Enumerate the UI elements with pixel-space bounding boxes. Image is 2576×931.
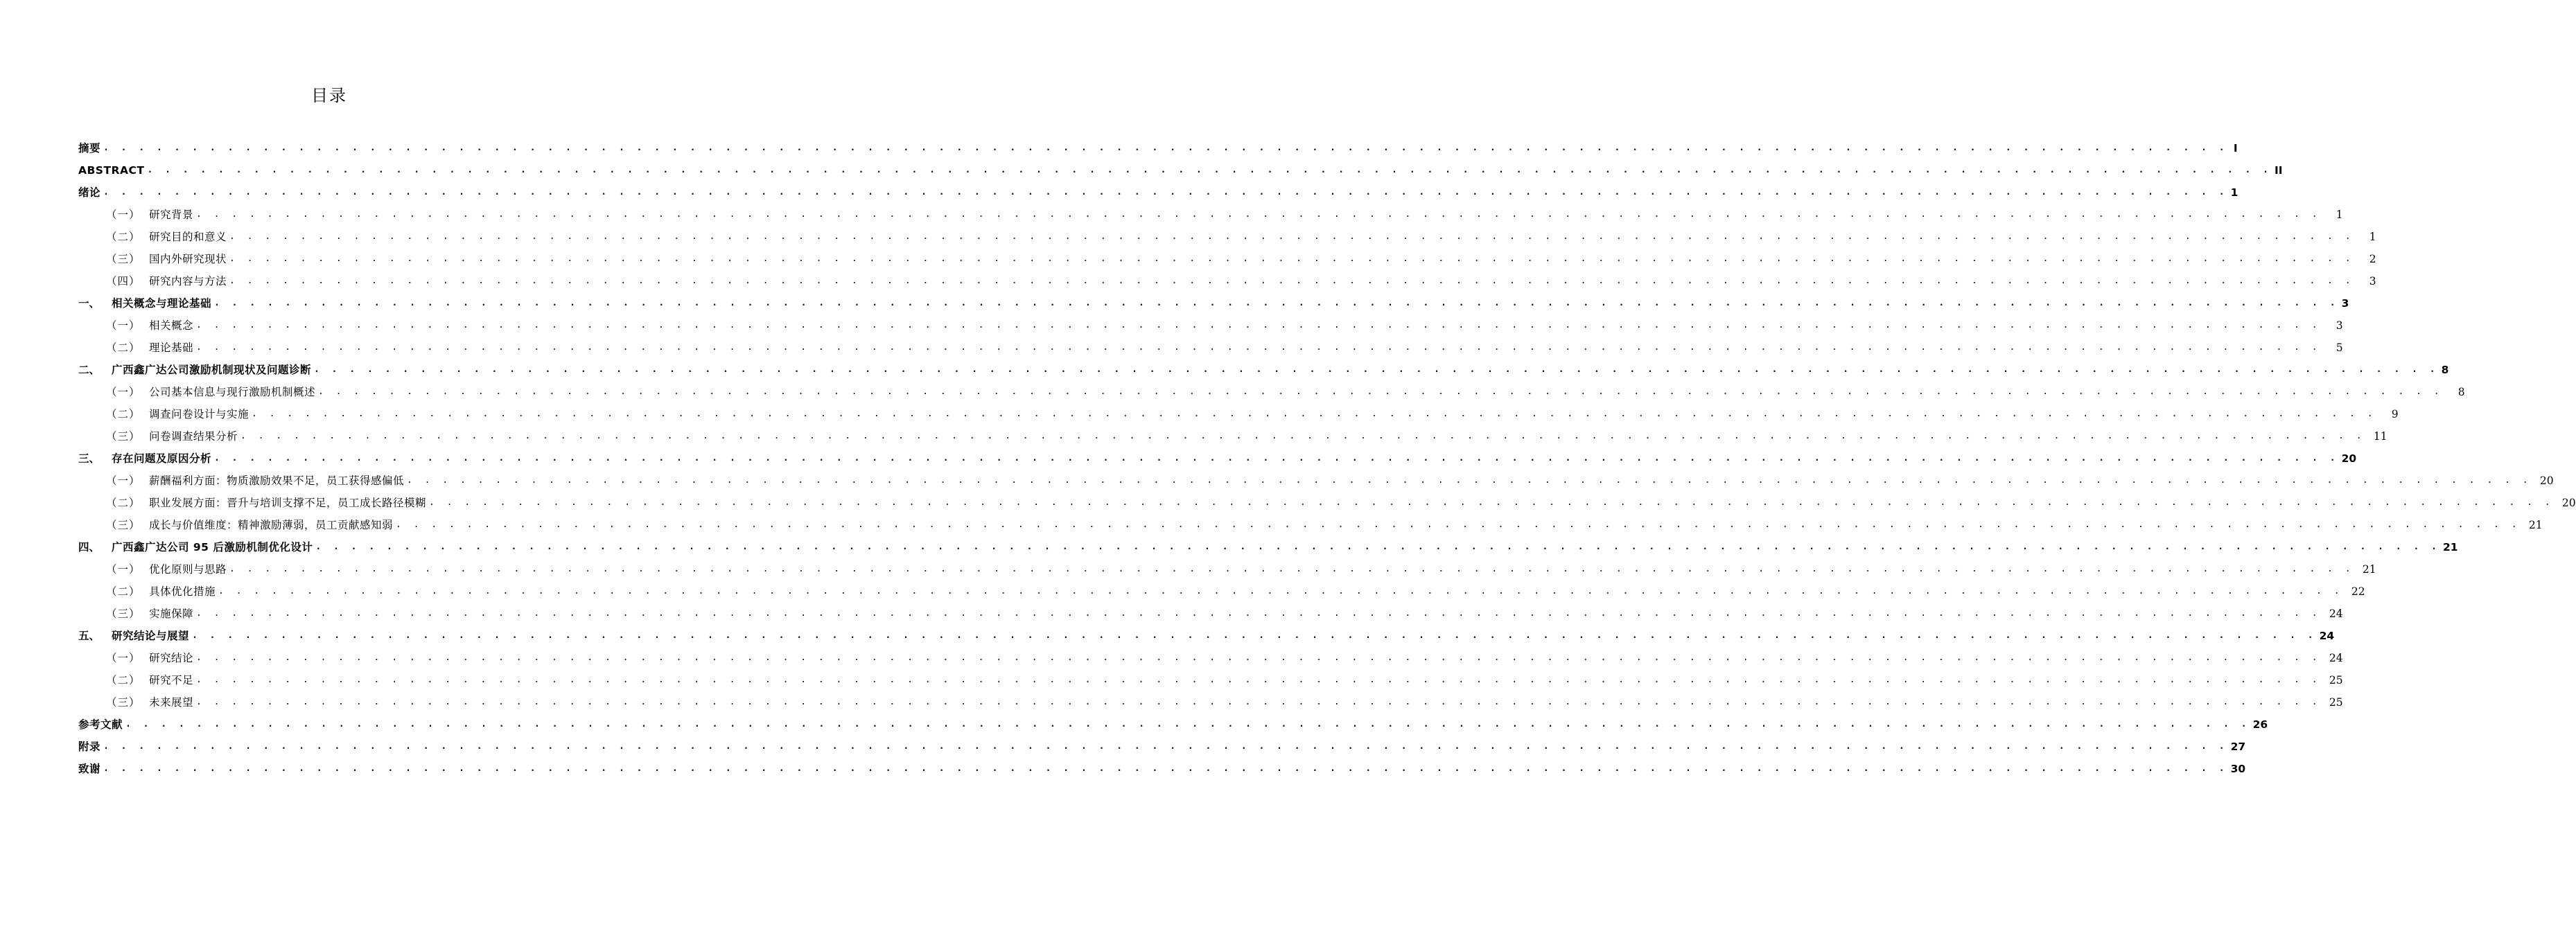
toc-entry-page-number: 25	[2329, 696, 2343, 709]
toc-entry-page-number: 22	[2351, 585, 2365, 598]
toc-dot-leader: . . . . . . . . . . . . . . . . . . . . . . . . . . . . . . . . . . . . . . . . . . . . . . . . . . . . . . . . . . . . . . . . . . . . . . . . . . . . . . . . . . . . . . . . . . . . . . . . . . . . . . . . . . . . . . . . . . . . . . . .	[103, 143, 2228, 153]
toc-entry-page-number: 24	[2329, 652, 2343, 664]
toc-chapter-entry[interactable]	[78, 625, 2335, 647]
toc-dot-leader: . . . . . . . . . . . . . . . . . . . . . . . . . . . . . . . . . . . . . . . . . . . . . . . . . . . . . . . . . . . . . . . . . . . . . . . . . . . . . . . . . . . . . . . . . . . . . . . . . . . . . . . . . . . . . . . . . . . . . . . .	[315, 542, 2440, 552]
toc-dot-leader: . . . . . . . . . . . . . . . . . . . . . . . . . . . . . . . . . . . . . . . . . . . . . . . . . . . . . . . . . . . . . . . . . . . . . . . . . . . . . . . . . . . . . . . . . . . . . . . . . . . . . . . . . . . . . . . . . . . . . . . .	[196, 697, 2321, 707]
toc-entry-number: （一）	[106, 652, 141, 664]
toc-entry-number: 三、	[78, 452, 100, 465]
toc-entry-label: 公司基本信息与现行激励机制概述	[149, 386, 316, 398]
toc-entry-number: （一）	[106, 319, 141, 332]
toc-entry-page-number: 21	[2442, 541, 2458, 553]
toc-entry-page-number: 3	[2336, 319, 2343, 332]
toc-entry-page-number: 1	[2369, 231, 2376, 243]
toc-entry-label: 成长与价值维度：精神激励薄弱，员工贡献感知弱	[149, 519, 394, 531]
toc-dot-leader: . . . . . . . . . . . . . . . . . . . . . . . . . . . . . . . . . . . . . . . . . . . . . . . . . . . . . . . . . . . . . . . . . . . . . . . . . . . . . . . . . . . . . . . . . . . . . . . . . . . . . . . . . . . . . . . . . . . . . . . .	[314, 364, 2439, 375]
toc-entry-label: 研究结论与展望	[112, 630, 190, 642]
toc-entry-label: ABSTRACT	[78, 164, 145, 177]
toc-chapter-entry[interactable]	[78, 137, 2238, 159]
toc-entry-number: （三）	[106, 696, 141, 709]
toc-entry-label: 致谢	[78, 763, 101, 775]
toc-entry-number: （二）	[106, 585, 141, 598]
toc-chapter-entry[interactable]	[78, 536, 2458, 558]
toc-entry-number: （二）	[106, 342, 141, 354]
toc-dot-leader: . . . . . . . . . . . . . . . . . . . . . . . . . . . . . . . . . . . . . . . . . . . . . . . . . . . . . . . . . . . . . . . . . . . . . . . . . . . . . . . . . . . . . . . . . . . . . . . . . . . . . . . . . . . . . . . . . . . . . . . .	[229, 276, 2354, 286]
toc-entry-label: 薪酬福利方面：物质激励效果不足，员工获得感偏低	[149, 475, 405, 487]
toc-entry-label: 研究内容与方法	[149, 275, 227, 287]
toc-entry-number: 五、	[78, 630, 100, 642]
toc-dot-leader: . . . . . . . . . . . . . . . . . . . . . . . . . . . . . . . . . . . . . . . . . . . . . . . . . . . . . . . . . . . . . . . . . . . . . . . . . . . . . . . . . . . . . . . . . . . . . . . . . . . . . . . . . . . . . . . . . . . . . . . .	[103, 187, 2228, 197]
toc-entry-label: 绪论	[78, 186, 101, 199]
toc-entry-page-number: 27	[2230, 741, 2246, 753]
toc-entry-page-number: 21	[2528, 519, 2543, 531]
toc-entry-page-number: 3	[2341, 297, 2349, 310]
toc-entry-label: 广西鑫广达公司激励机制现状及问题诊断	[112, 364, 312, 376]
toc-section-entry[interactable]	[78, 603, 2343, 625]
toc-entry-page-number: II	[2275, 164, 2283, 177]
toc-dot-leader: . . . . . . . . . . . . . . . . . . . . . . . . . . . . . . . . . . . . . . . . . . . . . . . . . . . . . . . . . . . . . . . . . . . . . . . . . . . . . . . . . . . . . . . . . . . . . . . . . . . . . . . . . . . . . . . . . . . . . . . .	[103, 741, 2228, 752]
toc-section-entry[interactable]	[78, 691, 2343, 713]
page-title: 目录	[311, 86, 347, 105]
toc-entry-number: （二）	[106, 231, 141, 243]
toc-entry-label: 存在问题及原因分析	[112, 452, 212, 465]
toc-entry-label: 问卷调查结果分析	[149, 430, 238, 443]
toc-chapter-entry[interactable]	[78, 292, 2349, 314]
toc-dot-leader: . . . . . . . . . . . . . . . . . . . . . . . . . . . . . . . . . . . . . . . . . . . . . . . . . . . . . . . . . . . . . . . . . . . . . . . . . . . . . . . . . . . . . . . . . . . . . . . . . . . . . . . . . . . . . . . . . . . . . . . .	[240, 431, 2365, 441]
toc-entry-label: 调查问卷设计与实施	[149, 408, 249, 420]
toc-entry-label: 研究目的和意义	[149, 231, 227, 243]
toc-entry-number: 四、	[78, 541, 100, 553]
toc-dot-leader: . . . . . . . . . . . . . . . . . . . . . . . . . . . . . . . . . . . . . . . . . . . . . . . . . . . . . . . . . . . . . . . . . . . . . . . . . . . . . . . . . . . . . . . . . . . . . . . . . . . . . . . . . . . . . . . . . . . . . . . .	[252, 409, 2376, 419]
toc-chapter-entry[interactable]	[78, 736, 2246, 758]
toc-entry-label: 广西鑫广达公司 95 后激励机制优化设计	[112, 541, 313, 553]
toc-chapter-entry[interactable]	[78, 181, 2238, 204]
toc-entry-number: 一、	[78, 297, 100, 310]
toc-entry-label: 国内外研究现状	[149, 253, 227, 265]
toc-section-entry[interactable]	[78, 270, 2376, 292]
toc-entry-page-number: 30	[2230, 763, 2246, 775]
toc-entry-label: 理论基础	[149, 342, 194, 354]
toc-dot-leader: . . . . . . . . . . . . . . . . . . . . . . . . . . . . . . . . . . . . . . . . . . . . . . . . . . . . . . . . . . . . . . . . . . . . . . . . . . . . . . . . . . . . . . . . . . . . . . . . . . . . . . . . . . . . . . . . . . . . . . . .	[103, 763, 2228, 774]
toc-chapter-entry[interactable]	[78, 159, 2283, 181]
toc-dot-leader: . . . . . . . . . . . . . . . . . . . . . . . . . . . . . . . . . . . . . . . . . . . . . . . . . . . . . . . . . . . . . . . . . . . . . . . . . . . . . . . . . . . . . . . . . . . . . . . . . . . . . . . . . . . . . . . . . . . . . . . .	[196, 320, 2321, 330]
toc-entry-page-number: 3	[2369, 275, 2376, 287]
toc-entry-number: （一）	[106, 209, 141, 221]
toc-section-entry[interactable]	[78, 492, 2576, 514]
toc-entry-page-number: 2	[2369, 253, 2376, 265]
toc-entry-page-number: 25	[2329, 674, 2343, 686]
toc-dot-leader: . . . . . . . . . . . . . . . . . . . . . . . . . . . . . . . . . . . . . . . . . . . . . . . . . . . . . . . . . . . . . . . . . . . . . . . . . . . . . . . . . . . . . . . . . . . . . . . . . . . . . . . . . . . . . . . . . . . . . . . .	[396, 520, 2521, 530]
toc-entry-label: 相关概念	[149, 319, 194, 332]
toc-entry-number: （三）	[106, 430, 141, 443]
toc-entry-number: （一）	[106, 563, 141, 576]
toc-section-entry[interactable]	[78, 204, 2343, 226]
toc-entry-number: （一）	[106, 386, 141, 398]
toc-entry-page-number: 20	[2561, 497, 2576, 509]
toc-entry-page-number: 20	[2539, 475, 2554, 487]
toc-dot-leader: . . . . . . . . . . . . . . . . . . . . . . . . . . . . . . . . . . . . . . . . . . . . . . . . . . . . . . . . . . . . . . . . . . . . . . . . . . . . . . . . . . . . . . . . . . . . . . . . . . . . . . . . . . . . . . . . . . . . . . . .	[318, 387, 2443, 397]
toc-entry-page-number: 24	[2329, 608, 2343, 620]
toc-entry-label: 附录	[78, 741, 101, 753]
toc-entry-number: （三）	[106, 608, 141, 620]
toc-dot-leader: . . . . . . . . . . . . . . . . . . . . . . . . . . . . . . . . . . . . . . . . . . . . . . . . . . . . . . . . . . . . . . . . . . . . . . . . . . . . . . . . . . . . . . . . . . . . . . . . . . . . . . . . . . . . . . . . . . . . . . . .	[125, 719, 2250, 729]
table-of-contents	[78, 137, 2576, 780]
toc-entry-label: 摘要	[78, 142, 101, 154]
toc-entry-page-number: 8	[2457, 386, 2465, 398]
toc-dot-leader: . . . . . . . . . . . . . . . . . . . . . . . . . . . . . . . . . . . . . . . . . . . . . . . . . . . . . . . . . . . . . . . . . . . . . . . . . . . . . . . . . . . . . . . . . . . . . . . . . . . . . . . . . . . . . . . . . . . . . . . .	[229, 254, 2354, 264]
toc-entry-label: 实施保障	[149, 608, 194, 620]
toc-dot-leader: . . . . . . . . . . . . . . . . . . . . . . . . . . . . . . . . . . . . . . . . . . . . . . . . . . . . . . . . . . . . . . . . . . . . . . . . . . . . . . . . . . . . . . . . . . . . . . . . . . . . . . . . . . . . . . . . . . . . . . . .	[147, 165, 2272, 175]
toc-entry-page-number: 24	[2319, 630, 2335, 642]
toc-section-entry[interactable]	[78, 226, 2376, 248]
toc-dot-leader: . . . . . . . . . . . . . . . . . . . . . . . . . . . . . . . . . . . . . . . . . . . . . . . . . . . . . . . . . . . . . . . . . . . . . . . . . . . . . . . . . . . . . . . . . . . . . . . . . . . . . . . . . . . . . . . . . . . . . . . .	[196, 653, 2321, 663]
toc-dot-leader: . . . . . . . . . . . . . . . . . . . . . . . . . . . . . . . . . . . . . . . . . . . . . . . . . . . . . . . . . . . . . . . . . . . . . . . . . . . . . . . . . . . . . . . . . . . . . . . . . . . . . . . . . . . . . . . . . . . . . . . .	[192, 630, 2317, 641]
toc-entry-label: 参考文献	[78, 718, 123, 731]
toc-entry-page-number: 9	[2391, 408, 2399, 420]
toc-dot-leader: . . . . . . . . . . . . . . . . . . . . . . . . . . . . . . . . . . . . . . . . . . . . . . . . . . . . . . . . . . . . . . . . . . . . . . . . . . . . . . . . . . . . . . . . . . . . . . . . . . . . . . . . . . . . . . . . . . . . . . . .	[196, 209, 2321, 220]
toc-dot-leader: . . . . . . . . . . . . . . . . . . . . . . . . . . . . . . . . . . . . . . . . . . . . . . . . . . . . . . . . . . . . . . . . . . . . . . . . . . . . . . . . . . . . . . . . . . . . . . . . . . . . . . . . . . . . . . . . . . . . . . . .	[196, 608, 2321, 619]
toc-entry-number: （二）	[106, 408, 141, 420]
toc-entry-number: （二）	[106, 497, 141, 509]
toc-dot-leader: . . . . . . . . . . . . . . . . . . . . . . . . . . . . . . . . . . . . . . . . . . . . . . . . . . . . . . . . . . . . . . . . . . . . . . . . . . . . . . . . . . . . . . . . . . . . . . . . . . . . . . . . . . . . . . . . . . . . . . . .	[196, 675, 2321, 685]
toc-dot-leader: . . . . . . . . . . . . . . . . . . . . . . . . . . . . . . . . . . . . . . . . . . . . . . . . . . . . . . . . . . . . . . . . . . . . . . . . . . . . . . . . . . . . . . . . . . . . . . . . . . . . . . . . . . . . . . . . . . . . . . . .	[229, 231, 2354, 242]
toc-entry-label: 研究结论	[149, 652, 194, 664]
toc-entry-label: 研究背景	[149, 209, 194, 221]
toc-entry-label: 研究不足	[149, 674, 194, 686]
toc-entry-number: （二）	[106, 674, 141, 686]
toc-entry-page-number: 21	[2362, 563, 2376, 576]
toc-section-entry[interactable]	[78, 381, 2465, 403]
toc-entry-page-number: 11	[2373, 430, 2387, 443]
toc-dot-leader: . . . . . . . . . . . . . . . . . . . . . . . . . . . . . . . . . . . . . . . . . . . . . . . . . . . . . . . . . . . . . . . . . . . . . . . . . . . . . . . . . . . . . . . . . . . . . . . . . . . . . . . . . . . . . . . . . . . . . . . .	[218, 586, 2343, 596]
toc-dot-leader: . . . . . . . . . . . . . . . . . . . . . . . . . . . . . . . . . . . . . . . . . . . . . . . . . . . . . . . . . . . . . . . . . . . . . . . . . . . . . . . . . . . . . . . . . . . . . . . . . . . . . . . . . . . . . . . . . . . . . . . .	[407, 475, 2532, 486]
toc-entry-page-number: 8	[2441, 364, 2449, 376]
toc-section-entry[interactable]	[78, 669, 2343, 691]
toc-section-entry[interactable]	[78, 248, 2376, 270]
toc-entry-page-number: 26	[2252, 718, 2268, 731]
toc-dot-leader: . . . . . . . . . . . . . . . . . . . . . . . . . . . . . . . . . . . . . . . . . . . . . . . . . . . . . . . . . . . . . . . . . . . . . . . . . . . . . . . . . . . . . . . . . . . . . . . . . . . . . . . . . . . . . . . . . . . . . . . .	[214, 298, 2339, 308]
toc-section-entry[interactable]	[78, 514, 2543, 536]
toc-entry-number: （三）	[106, 253, 141, 265]
toc-entry-number: （三）	[106, 519, 141, 531]
toc-chapter-entry[interactable]	[78, 713, 2268, 736]
toc-entry-label: 未来展望	[149, 696, 194, 709]
toc-entry-label: 具体优化措施	[149, 585, 216, 598]
toc-entry-page-number: 20	[2341, 452, 2357, 465]
toc-section-entry[interactable]	[78, 337, 2343, 359]
toc-dot-leader: . . . . . . . . . . . . . . . . . . . . . . . . . . . . . . . . . . . . . . . . . . . . . . . . . . . . . . . . . . . . . . . . . . . . . . . . . . . . . . . . . . . . . . . . . . . . . . . . . . . . . . . . . . . . . . . . . . . . . . . .	[229, 564, 2354, 574]
toc-entry-label: 职业发展方面：晋升与培训支撑不足，员工成长路径模糊	[149, 497, 427, 509]
toc-section-entry[interactable]	[78, 580, 2365, 603]
toc-section-entry[interactable]	[78, 647, 2343, 669]
toc-entry-page-number: I	[2233, 142, 2238, 154]
toc-entry-label: 相关概念与理论基础	[112, 297, 212, 310]
toc-chapter-entry[interactable]	[78, 758, 2246, 780]
toc-chapter-entry[interactable]	[78, 359, 2449, 381]
toc-entry-number: （四）	[106, 275, 141, 287]
toc-dot-leader: . . . . . . . . . . . . . . . . . . . . . . . . . . . . . . . . . . . . . . . . . . . . . . . . . . . . . . . . . . . . . . . . . . . . . . . . . . . . . . . . . . . . . . . . . . . . . . . . . . . . . . . . . . . . . . . . . . . . . . . .	[214, 453, 2339, 463]
toc-dot-leader: . . . . . . . . . . . . . . . . . . . . . . . . . . . . . . . . . . . . . . . . . . . . . . . . . . . . . . . . . . . . . . . . . . . . . . . . . . . . . . . . . . . . . . . . . . . . . . . . . . . . . . . . . . . . . . . . . . . . . . . .	[196, 342, 2321, 353]
toc-entry-number: （一）	[106, 475, 141, 487]
toc-chapter-entry[interactable]	[78, 447, 2357, 470]
toc-entry-label: 优化原则与思路	[149, 563, 227, 576]
toc-section-entry[interactable]	[78, 314, 2343, 337]
toc-dot-leader: . . . . . . . . . . . . . . . . . . . . . . . . . . . . . . . . . . . . . . . . . . . . . . . . . . . . . . . . . . . . . . . . . . . . . . . . . . . . . . . . . . . . . . . . . . . . . . . . . . . . . . . . . . . . . . . . . . . . . . . .	[429, 497, 2554, 508]
toc-entry-page-number: 5	[2336, 342, 2343, 354]
toc-section-entry[interactable]	[78, 558, 2376, 580]
toc-section-entry[interactable]	[78, 403, 2399, 425]
toc-entry-number: 二、	[78, 364, 100, 376]
toc-section-entry[interactable]	[78, 425, 2387, 447]
toc-section-entry[interactable]	[78, 470, 2554, 492]
toc-entry-page-number: 1	[2230, 186, 2238, 199]
toc-entry-page-number: 1	[2336, 209, 2343, 221]
